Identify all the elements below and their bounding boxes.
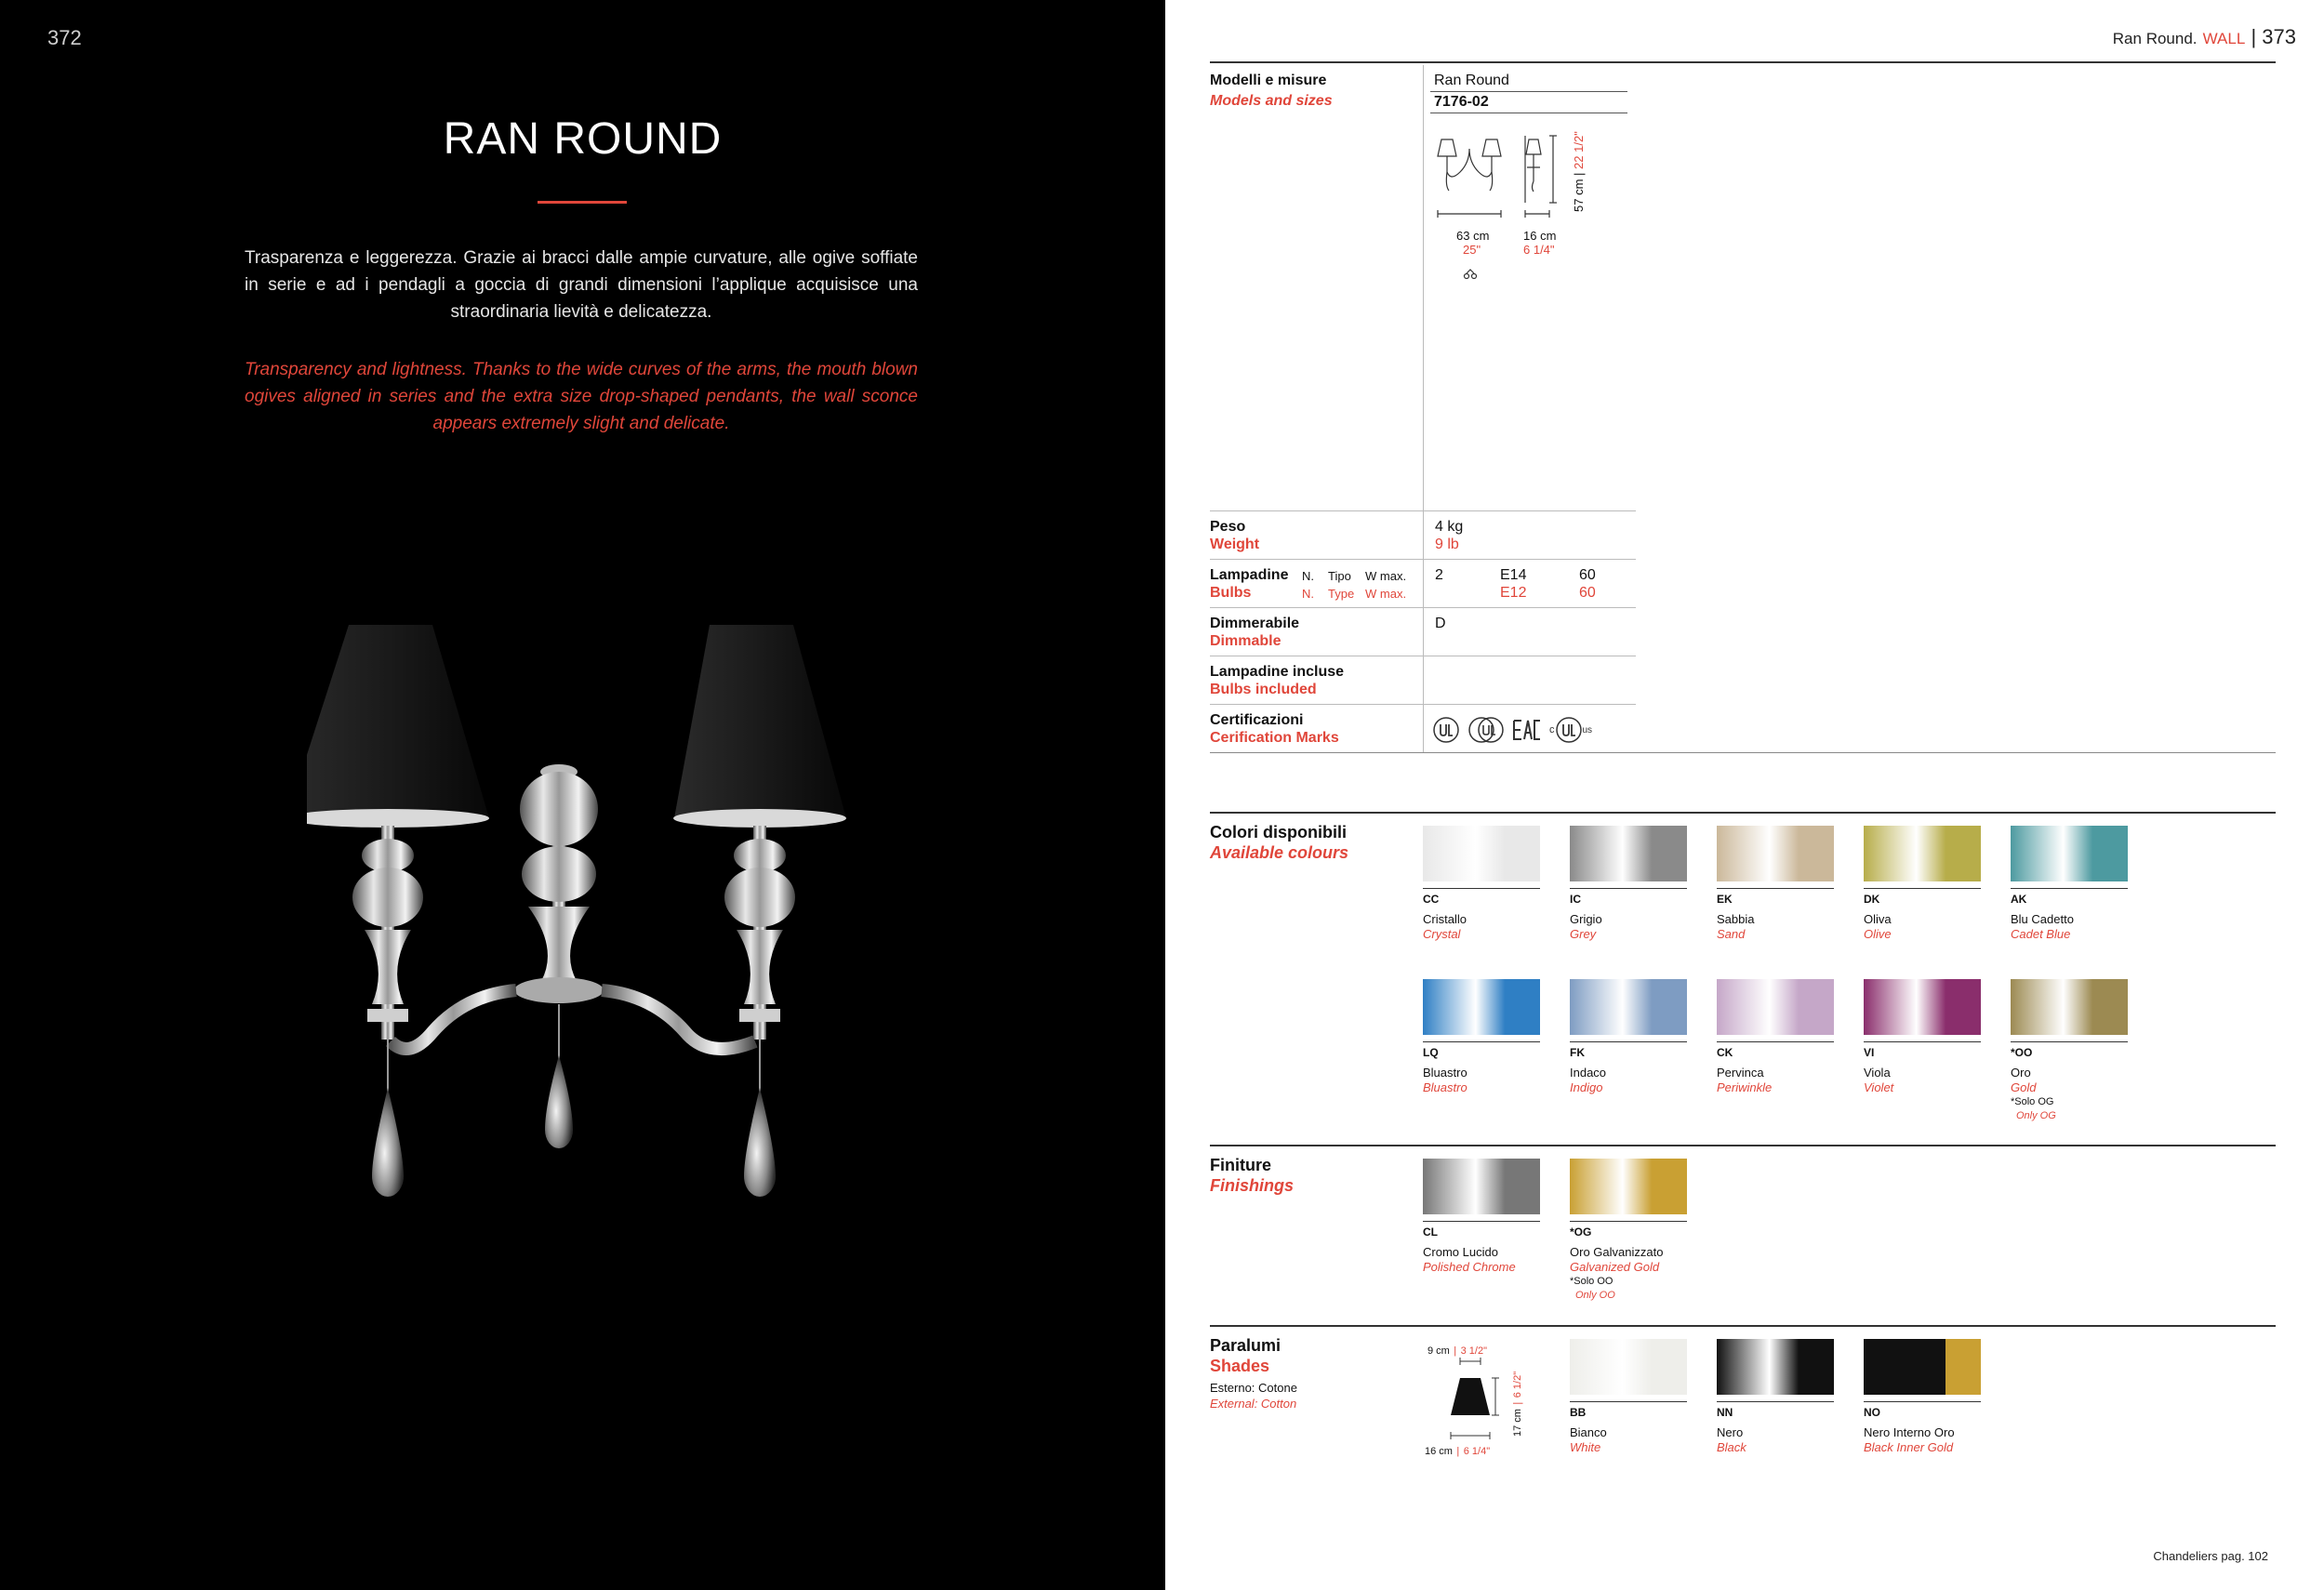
finishings-label-en: Finishings: [1210, 1176, 1294, 1195]
model-name: Ran Round: [1434, 73, 1509, 88]
colour-name-it: Oliva: [1864, 912, 1892, 926]
bulbs-type-eu: E14: [1500, 567, 1527, 583]
colour-swatch-fk: [1570, 979, 1687, 1035]
colour-swatch-ek: [1717, 826, 1834, 881]
colour-code: CC: [1423, 893, 1440, 906]
shade-swatch-rule: [1717, 1401, 1834, 1402]
bulbs-watt-us: 60: [1579, 585, 1596, 601]
title-accent-bar: [538, 201, 627, 204]
colour-swatch-oo: [2011, 979, 2128, 1035]
colour-code: DK: [1864, 893, 1880, 906]
certifications-label-en: Cerification Marks: [1210, 730, 1339, 746]
depth-in: 6 1/4": [1523, 243, 1555, 257]
bulbs-label-en: Bulbs: [1210, 585, 1252, 601]
finishing-name-en: Polished Chrome: [1423, 1260, 1516, 1274]
shade-height-in: 6 1/2": [1512, 1371, 1523, 1398]
shade-code: NO: [1864, 1406, 1880, 1419]
shade-top-dimension: [1428, 1342, 1487, 1358]
shade-diagram: [1432, 1358, 1507, 1443]
colour-swatch-rule: [2011, 1041, 2128, 1042]
colour-name-en: Indigo: [1570, 1080, 1603, 1094]
colour-swatch-cc: [1423, 826, 1540, 881]
colour-name-en: Sand: [1717, 927, 1746, 941]
shade-swatch-rule: [1864, 1401, 1981, 1402]
height-cm: 57 cm: [1572, 179, 1586, 212]
colour-swatch-rule: [1717, 1041, 1834, 1042]
shade-code: BB: [1570, 1406, 1587, 1419]
width-cm: 63 cm: [1456, 229, 1490, 243]
colour-swatch-rule: [1423, 1041, 1540, 1042]
colour-swatch-rule: [1717, 888, 1834, 889]
certification-marks: [1432, 716, 1592, 744]
ul-us-icon: [1555, 716, 1583, 744]
bulbs-col-n: N.: [1302, 569, 1314, 583]
cul-icon: [1467, 716, 1505, 744]
left-shade: [307, 625, 489, 818]
colour-code: *OO: [2011, 1046, 2033, 1059]
top-rule: [1210, 61, 2276, 63]
colour-swatch-rule: [1570, 1041, 1687, 1042]
shade-name-en: White: [1570, 1440, 1601, 1454]
bulbs-type-us: E12: [1500, 585, 1527, 601]
colour-swatch-rule: [1864, 888, 1981, 889]
colour-name-en: Gold: [2011, 1080, 2037, 1094]
colour-swatch-ck: [1717, 979, 1834, 1035]
certifications-label-it: Certificazioni: [1210, 712, 1304, 728]
colour-swatch-rule: [1570, 888, 1687, 889]
spec-column-divider: [1423, 65, 1424, 753]
cert-mark-us: us: [1582, 724, 1593, 735]
shade-swatch-rule: [1570, 1401, 1687, 1402]
weight-label-it: Peso: [1210, 519, 1246, 535]
ul-listed-icon: [1432, 716, 1460, 744]
finishing-name-it: Cromo Lucido: [1423, 1245, 1498, 1259]
shade-top-in: 3 1/2": [1460, 1345, 1487, 1357]
colour-name-en: Crystal: [1423, 927, 1461, 941]
shades-material-it: Esterno: Cotone: [1210, 1381, 1297, 1395]
depth-cm: 16 cm: [1523, 229, 1557, 243]
shade-bottom-dimension: [1425, 1442, 1490, 1459]
colour-name-it: Cristallo: [1423, 912, 1467, 926]
shade-name-it: Nero Interno Oro: [1864, 1425, 1955, 1439]
cert-mark-c: c: [1549, 724, 1555, 735]
finishing-swatch-rule: [1423, 1221, 1540, 1222]
weight-kg: 4 kg: [1435, 519, 1464, 535]
finishings-label-it: Finiture: [1210, 1156, 1271, 1174]
colour-swatch-dk: [1864, 826, 1981, 881]
shade-top-cm: 9 cm: [1428, 1345, 1450, 1357]
description-italian: Trasparenza e leggerezza. Grazie ai bracci dalle ampie curvature, alle ogive soffiate in serie e ad i pendagli a goccia di grandi dimensioni l’applique acquisisce una straordinaria lievità e delicatezza.: [245, 248, 918, 322]
colour-code: LQ: [1423, 1046, 1439, 1059]
page-header-right: [2113, 25, 2296, 49]
colour-swatch-ak: [2011, 826, 2128, 881]
colour-code: AK: [2011, 893, 2027, 906]
bulbs-included-label-en: Bulbs included: [1210, 682, 1317, 697]
colour-name-it: Bluastro: [1423, 1066, 1467, 1080]
dimmable-label-en: Dimmable: [1210, 633, 1282, 649]
bulbs-col-watt-en: W max.: [1365, 587, 1407, 601]
colour-name-en: Olive: [1864, 927, 1892, 941]
page-number-left: 372: [47, 26, 82, 49]
finishing-code: *OG: [1570, 1226, 1592, 1239]
shades-label-en: Shades: [1210, 1357, 1270, 1375]
page-footer: Chandeliers pag. 102: [2153, 1549, 2268, 1563]
finishing-note-en: Only OO: [1575, 1290, 1615, 1301]
bulbs-col-watt: W max.: [1365, 569, 1407, 583]
product-title: RAN ROUND: [443, 114, 723, 164]
shade-height-sep: |: [1512, 1401, 1523, 1405]
colour-name-it: Blu Cadetto: [2011, 912, 2074, 926]
width-in: 25": [1463, 243, 1481, 257]
finishing-name-en: Galvanized Gold: [1570, 1260, 1660, 1274]
shade-bottom-sep: |: [1456, 1446, 1460, 1457]
shades-label-it: Paralumi: [1210, 1336, 1282, 1355]
colours-label-en: Available colours: [1210, 843, 1349, 862]
colour-code: FK: [1570, 1046, 1585, 1059]
bulbs-watt-eu: 60: [1579, 567, 1596, 583]
colour-name-en: Bluastro: [1423, 1080, 1467, 1094]
shade-swatch-nn: [1717, 1339, 1834, 1395]
dimmable-value: D: [1435, 616, 1446, 631]
header-separator: |: [2251, 25, 2257, 48]
colour-name-it: Pervinca: [1717, 1066, 1764, 1080]
colour-note-it: *Solo OG: [2011, 1096, 2054, 1107]
shade-height-dimension: [1508, 1371, 1525, 1437]
weight-lb: 9 lb: [1435, 537, 1459, 552]
shade-name-it: Bianco: [1570, 1425, 1607, 1439]
colour-name-it: Oro: [2011, 1066, 2031, 1080]
colour-swatch-rule: [2011, 888, 2128, 889]
models-label-it: Modelli e misure: [1210, 73, 1327, 88]
shade-name-en: Black: [1717, 1440, 1746, 1454]
finishing-name-it: Oro Galvanizzato: [1570, 1245, 1664, 1259]
dimmable-label-it: Dimmerabile: [1210, 616, 1300, 631]
wall-sconce-photo: [307, 595, 865, 1265]
colour-name-en: Periwinkle: [1717, 1080, 1773, 1094]
colour-name-it: Sabbia: [1717, 912, 1755, 926]
finishing-swatch-og: [1570, 1159, 1687, 1214]
cul-us-mark: [1549, 716, 1592, 744]
shade-bottom-cm: 16 cm: [1425, 1446, 1453, 1457]
shade-swatch-no: [1864, 1339, 1981, 1395]
colour-name-it: Indaco: [1570, 1066, 1607, 1080]
shades-material-en: External: Cotton: [1210, 1397, 1297, 1411]
bulbs-included-label-it: Lampadine incluse: [1210, 664, 1345, 680]
colour-name-en: Cadet Blue: [2011, 927, 2071, 941]
colour-code: VI: [1864, 1046, 1875, 1059]
shade-name-en: Black Inner Gold: [1864, 1440, 1954, 1454]
bulbs-col-n-en: N.: [1302, 587, 1314, 601]
colour-swatch-rule: [1423, 888, 1540, 889]
bulbs-col-type-en: Type: [1328, 587, 1355, 601]
header-category: WALL: [2202, 30, 2246, 47]
eac-icon: [1512, 716, 1542, 744]
colour-swatch-vi: [1864, 979, 1981, 1035]
colour-swatch-lq: [1423, 979, 1540, 1035]
shade-height-cm: 17 cm: [1512, 1409, 1523, 1437]
shade-bottom-in: 6 1/4": [1463, 1446, 1491, 1457]
colour-note-en: Only OG: [2016, 1110, 2056, 1121]
shade-code: NN: [1717, 1406, 1733, 1419]
colour-swatch-ic: [1570, 826, 1687, 881]
bulbs-count: 2: [1435, 567, 1443, 583]
colour-code: IC: [1570, 893, 1581, 906]
shade-swatch-bb: [1570, 1339, 1687, 1395]
colour-name-it: Grigio: [1570, 912, 1602, 926]
right-shade: [674, 625, 846, 818]
finishing-code: CL: [1423, 1226, 1438, 1239]
colour-name-en: Violet: [1864, 1080, 1894, 1094]
colours-label-it: Colori disponibili: [1210, 823, 1347, 841]
colour-swatch-rule: [1864, 1041, 1981, 1042]
shade-name-it: Nero: [1717, 1425, 1744, 1439]
page-number-right: 373: [2262, 25, 2296, 48]
colour-code: EK: [1717, 893, 1733, 906]
models-label-en: Models and sizes: [1210, 93, 1333, 109]
colour-name-it: Viola: [1864, 1066, 1891, 1080]
finishing-note-it: *Solo OO: [1570, 1276, 1614, 1287]
finishing-swatch-rule: [1570, 1221, 1687, 1222]
finishing-swatch-cl: [1423, 1159, 1540, 1214]
height-in: 22 1/2": [1572, 131, 1586, 169]
weight-label-en: Weight: [1210, 537, 1260, 552]
colour-code: CK: [1717, 1046, 1733, 1059]
shade-top-sep: |: [1454, 1345, 1457, 1357]
height-dimension: 57 cm | 22 1/2": [1572, 131, 1586, 212]
model-code: 7176-02: [1434, 94, 1489, 110]
header-product-name: Ran Round.: [2112, 30, 2198, 47]
bulbs-label-it: Lampadine: [1210, 567, 1289, 583]
colour-name-en: Grey: [1570, 927, 1597, 941]
bulbs-col-type: Tipo: [1328, 569, 1351, 583]
description-english: Transparency and lightness. Thanks to the wide curves of the arms, the mouth blown ogives aligned in series and the extra size drop-shaped pendants, the wall sconce appears extremely slight and delicate.: [245, 360, 918, 433]
